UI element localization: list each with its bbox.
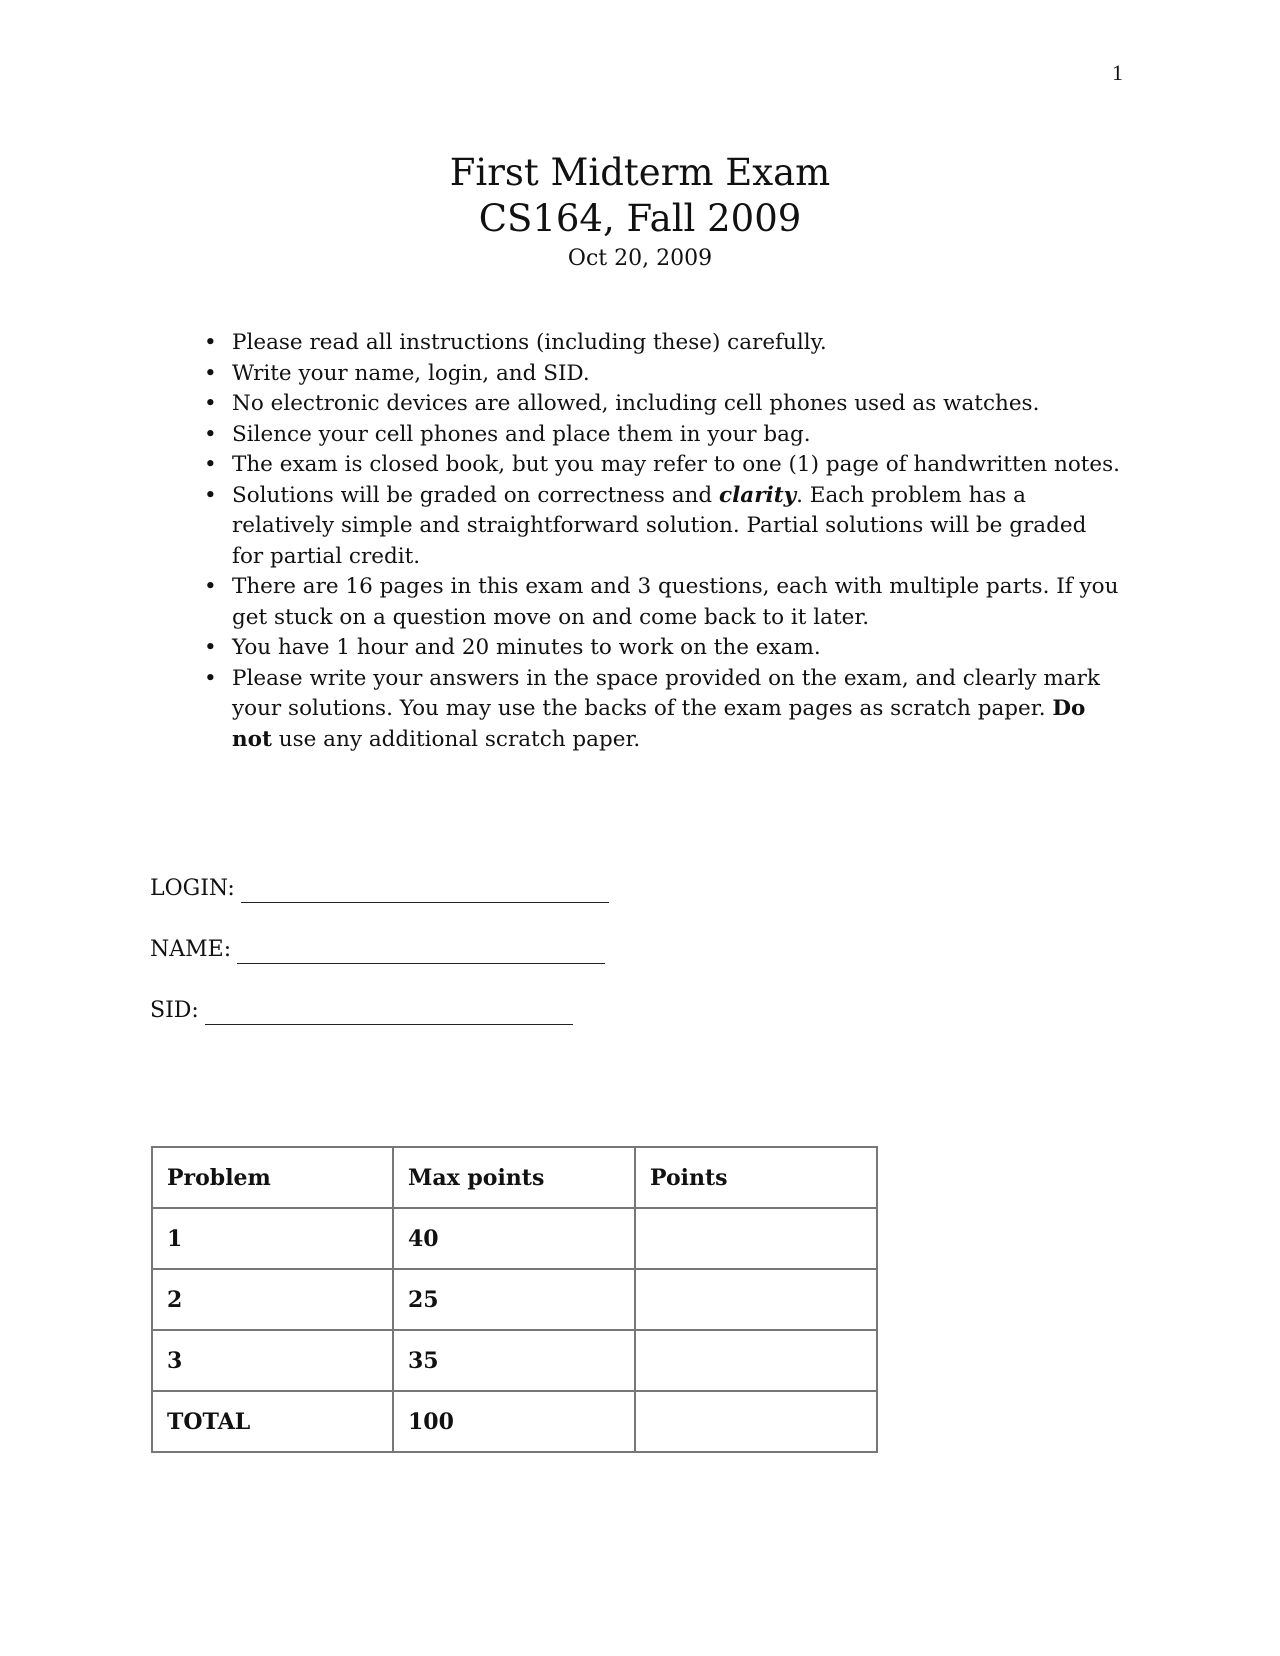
instruction-item: • You have 1 hour and 20 minutes to work on the exam. xyxy=(204,633,1124,664)
table-row xyxy=(152,1269,877,1330)
instruction-item: • Solutions will be graded on correctness and clarity. Each problem has a relatively simple and straightforward solution. Partial solutions will be graded for partial credit. xyxy=(204,482,1087,569)
sid-blank[interactable] xyxy=(205,998,573,1025)
login-field-row xyxy=(150,876,609,937)
points-cell[interactable] xyxy=(635,1208,877,1269)
instruction-item: • Please write your answers in the space provided on the exam, and clearly mark your solutions. You may use the backs of the exam pages as scratch paper. Do not use any additional scratch paper. xyxy=(204,665,1100,752)
bullet-icon: • xyxy=(204,665,217,691)
header-problem: Problem xyxy=(152,1147,393,1208)
max-points-cell: 40 xyxy=(393,1208,635,1269)
name-label: NAME: xyxy=(150,937,232,962)
instruction-item: • No electronic devices are allowed, including cell phones used as watches. xyxy=(204,389,1124,420)
max-points-cell: 35 xyxy=(393,1330,635,1391)
header-max-points: Max points xyxy=(393,1147,635,1208)
table-header-row xyxy=(152,1147,877,1208)
problem-cell: 2 xyxy=(152,1269,393,1330)
page-number: 1 xyxy=(1112,60,1123,85)
emphasis-clarity: clarity xyxy=(719,482,797,508)
login-label: LOGIN: xyxy=(150,876,235,901)
instruction-item: • Silence your cell phones and place them in your bag. xyxy=(204,420,1124,451)
sid-field-row xyxy=(150,998,609,1059)
bullet-icon: • xyxy=(204,635,217,660)
problem-cell: 1 xyxy=(152,1208,393,1269)
bullet-icon: • xyxy=(204,391,217,416)
table-row-total xyxy=(152,1391,877,1452)
instruction-item: • There are 16 pages in this exam and 3 questions, each with multiple parts. If you get stuck on a question move on and come back to it later. xyxy=(204,574,1119,630)
name-field-row xyxy=(150,937,609,998)
problem-cell: 3 xyxy=(152,1330,393,1391)
bullet-icon: • xyxy=(204,574,217,599)
bullet-icon: • xyxy=(204,360,217,386)
header-points: Points xyxy=(635,1147,877,1208)
table-row xyxy=(152,1330,877,1391)
instruction-item: • Please read all instructions (including these) carefully. xyxy=(204,328,1124,359)
name-blank[interactable] xyxy=(237,937,605,964)
bullet-icon: • xyxy=(204,330,217,355)
exam-date: Oct 20, 2009 xyxy=(567,246,713,271)
exam-title: First Midterm Exam xyxy=(449,151,831,194)
instruction-item: • Write your name, login, and SID. xyxy=(204,359,1124,390)
table-row xyxy=(152,1208,877,1269)
points-cell[interactable] xyxy=(635,1269,877,1330)
exam-header xyxy=(0,150,1280,274)
emphasis-do-not: Do not xyxy=(232,696,1086,752)
course-line: CS164, Fall 2009 xyxy=(478,197,802,240)
login-blank[interactable] xyxy=(241,876,609,903)
bullet-icon: • xyxy=(204,452,217,477)
instruction-item: • The exam is closed book, but you may refer to one (1) page of handwritten notes. xyxy=(204,450,1124,481)
max-points-cell: 100 xyxy=(393,1391,635,1452)
sid-label: SID: xyxy=(150,998,199,1023)
points-cell[interactable] xyxy=(635,1330,877,1391)
student-info-fields xyxy=(150,876,609,1059)
problem-cell: TOTAL xyxy=(152,1391,393,1452)
instructions-list xyxy=(204,328,1124,755)
score-table xyxy=(151,1146,878,1453)
points-cell[interactable] xyxy=(635,1391,877,1452)
max-points-cell: 25 xyxy=(393,1269,635,1330)
bullet-icon: • xyxy=(204,482,217,508)
bullet-icon: • xyxy=(204,421,217,447)
